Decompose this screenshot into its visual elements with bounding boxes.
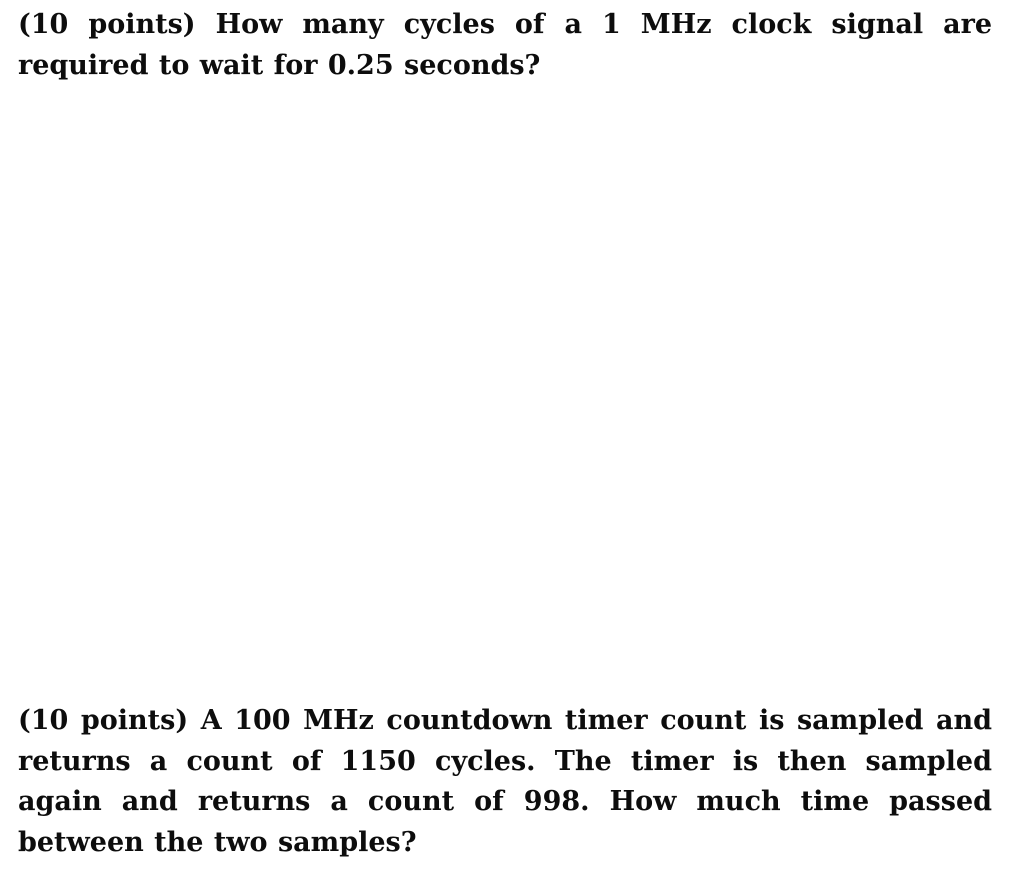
answer-space xyxy=(18,90,992,690)
question-2-text: (10 points) A 100 MHz countdown timer count is sampled and returns a count of 1150 cycles. The timer is then sampled again and returns a count of 998. How much time passed between the two samples? xyxy=(18,705,992,858)
question-1-text: (10 points) How many cycles of a 1 MHz clock signal are required to wait for 0.25 seconds? xyxy=(18,9,992,81)
